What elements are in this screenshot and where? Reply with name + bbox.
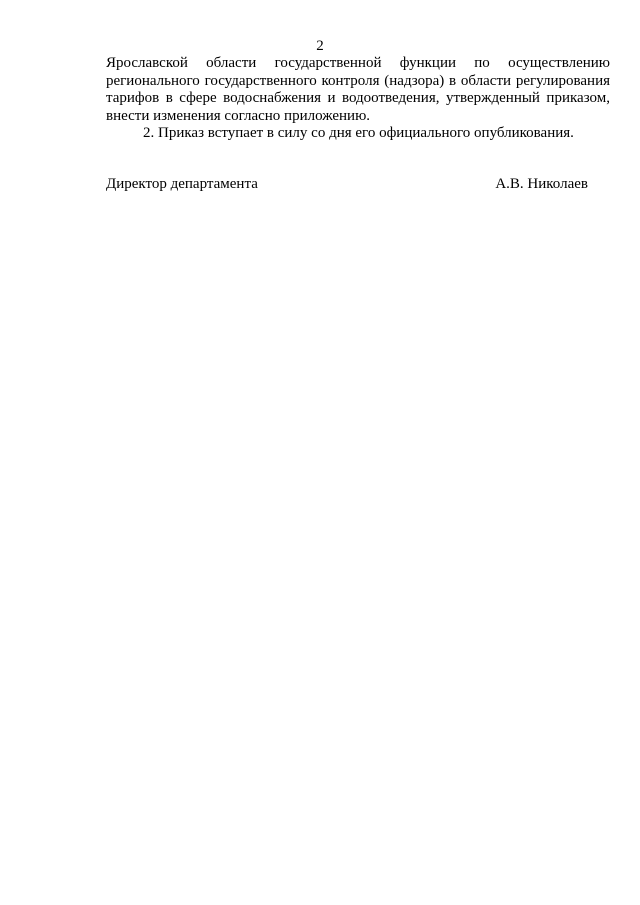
signature-block [106, 176, 588, 193]
signatory-position: Директор департамента [106, 176, 258, 192]
paragraph-effective-date: 2. Приказ вступает в силу со дня его официального опубликования. [143, 125, 574, 141]
page-number: 2 [316, 38, 324, 54]
document-body [106, 55, 610, 143]
signatory-name: А.В. Николаев [495, 176, 588, 192]
paragraph-continuation: Ярославской области государственной функции по осуществлению регионального государственного контроля (надзора) в области регулирования тарифов в сфере водоснабжения и водоотведения, утвержденный приказом, внести изменения согласно приложению. [106, 55, 610, 124]
